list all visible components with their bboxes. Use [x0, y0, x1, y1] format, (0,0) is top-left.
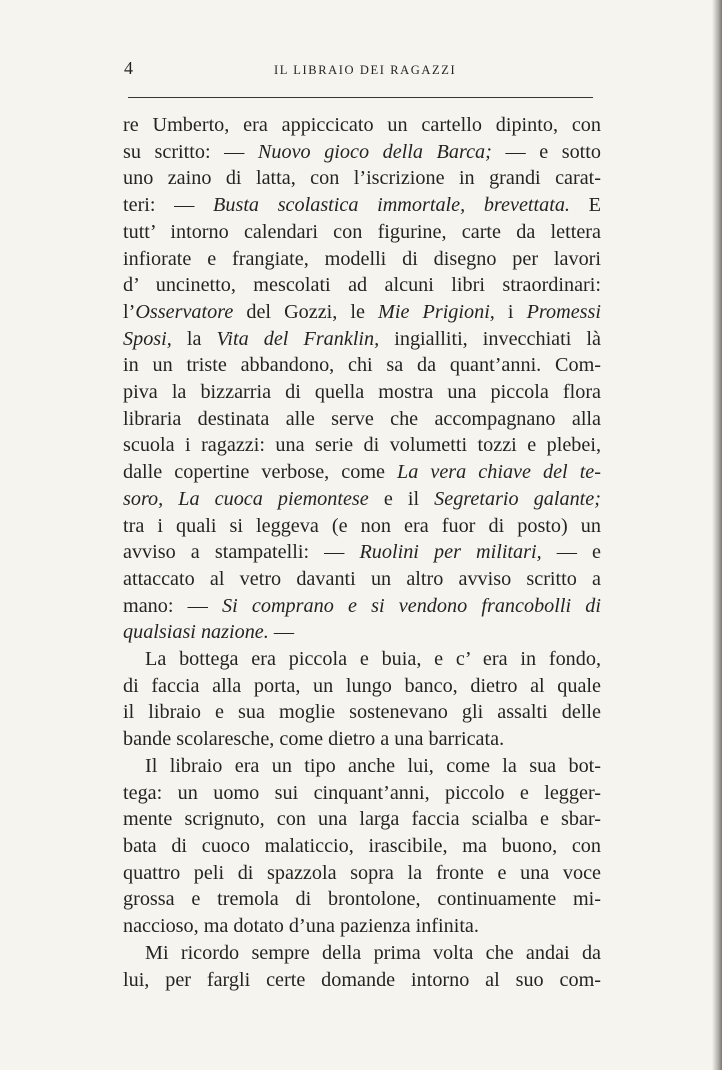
- text-line: [123, 940, 601, 967]
- text-run: tra i quali si leggeva (e non era fuor di posto) un: [123, 514, 601, 537]
- paragraph: [123, 940, 601, 993]
- text-line: [123, 165, 601, 192]
- italic-title: Promessi: [526, 300, 601, 323]
- text-run: La bottega era piccola e buia, e c’ era in fondo,: [145, 648, 601, 671]
- italic-title: Segretario galante;: [434, 487, 601, 510]
- text-run: il libraio e sua moglie sostenevano gli assalti delle: [123, 701, 601, 724]
- page-number: 4: [124, 58, 133, 78]
- text-line: [123, 352, 601, 379]
- text-run: Il libraio era un tipo anche lui, come la sua bot-: [145, 754, 601, 777]
- text-line: [123, 219, 601, 246]
- italic-title: Ruolini per militari,: [359, 541, 542, 564]
- text-run: mano: —: [123, 594, 223, 617]
- italic-title: Sposi,: [123, 327, 172, 350]
- italic-title: Osservatore: [135, 300, 234, 323]
- text-run: infiorate e frangiate, modelli di disegno per lavori: [123, 247, 601, 270]
- text-line: [123, 753, 601, 780]
- text-line: [123, 913, 601, 940]
- text-line: [123, 833, 601, 860]
- italic-title: Si comprano e si vendono francobolli di: [222, 594, 601, 617]
- page-edge-shadow: [712, 0, 722, 1070]
- text-run: naccioso, ma dotato d’una pazienza infinita.: [123, 915, 479, 938]
- text-run: re Umberto, era appiccicato un cartello dipinto, con: [123, 114, 601, 136]
- page-header: [124, 56, 594, 86]
- text-line: [123, 886, 601, 913]
- text-run: piva la bizzarria di quella mostra una piccola flora: [123, 381, 601, 404]
- body-text: [123, 112, 601, 993]
- text-run: del Gozzi, le: [233, 300, 379, 323]
- header-rule: [128, 97, 593, 98]
- italic-title: Busta scolastica immortale, brevettata.: [213, 194, 570, 217]
- text-run: e il: [368, 487, 435, 510]
- text-line: [123, 486, 601, 513]
- text-line: [123, 139, 601, 166]
- text-line: [123, 513, 601, 540]
- text-run: grossa e tremola di brontolone, continuamente mi-: [123, 888, 601, 911]
- paragraph: [123, 646, 601, 753]
- text-run: Mi ricordo sempre della prima volta che andai da: [145, 941, 601, 964]
- text-run: in un triste abbandono, chi sa da quant’anni. Com-: [123, 354, 601, 377]
- text-line: [123, 566, 601, 593]
- text-run: su scritto: —: [123, 140, 258, 163]
- text-line: [123, 967, 601, 994]
- text-run: scuola i ragazzi: una serie di volumetti tozzi e plebei,: [123, 434, 601, 457]
- text-run: dalle copertine verbose, come: [123, 461, 398, 484]
- running-title: IL LIBRAIO DEI RAGAZZI: [274, 63, 457, 77]
- italic-title: soro, La cuoca piemontese: [123, 487, 369, 510]
- text-line: [123, 112, 601, 139]
- text-run: ingialliti, invecchiati là: [379, 327, 601, 350]
- text-line: [123, 192, 601, 219]
- text-line: [123, 806, 601, 833]
- text-run: avviso a stampatelli: —: [123, 541, 360, 564]
- text-run: — e: [541, 541, 602, 564]
- text-run: tutt’ intorno calendari con figurine, carte da lettera: [123, 220, 601, 243]
- text-line: [123, 593, 601, 620]
- text-run: mente scrignuto, con una larga faccia scialba e sbar-: [123, 808, 601, 831]
- text-run: teri: —: [123, 194, 214, 217]
- text-run: l’: [123, 300, 136, 323]
- text-line: [123, 673, 601, 700]
- text-run: i: [494, 300, 527, 323]
- text-run: E: [569, 194, 601, 217]
- text-line: [123, 646, 601, 673]
- text-line: [123, 246, 601, 273]
- italic-title: Nuovo gioco della Barca;: [257, 140, 492, 163]
- paragraph: [123, 112, 601, 646]
- text-line: [123, 432, 601, 459]
- text-run: —: [268, 621, 295, 644]
- text-run: tega: un uomo sui cinquant’anni, piccolo e legger-: [123, 781, 601, 804]
- text-run: lui, per fargli certe domande intorno al suo com-: [123, 968, 601, 991]
- text-line: [123, 459, 601, 486]
- text-run: quattro peli di spazzola sopra la fronte e una voce: [123, 861, 601, 884]
- text-line: [123, 379, 601, 406]
- italic-title: Vita del Franklin,: [216, 327, 380, 350]
- paragraph: [123, 753, 601, 940]
- text-run: bande scolaresche, come dietro a una barricata.: [123, 728, 505, 751]
- text-run: di faccia alla porta, un lungo banco, dietro al quale: [123, 674, 601, 697]
- text-line: [123, 726, 601, 753]
- text-line: [123, 539, 601, 566]
- text-run: uno zaino di latta, con l’iscrizione in grandi carat-: [123, 167, 601, 190]
- text-line: [123, 860, 601, 887]
- text-line: [123, 406, 601, 433]
- text-line: [123, 272, 601, 299]
- text-line: [123, 699, 601, 726]
- text-run: libraria destinata alle serve che accompagnano alla: [123, 407, 601, 430]
- text-run: bata di cuoco malaticcio, irascibile, ma buono, con: [123, 834, 601, 857]
- text-line: [123, 780, 601, 807]
- text-line: [123, 299, 601, 326]
- italic-title: Mie Prigioni,: [378, 300, 495, 323]
- text-run: la: [171, 327, 217, 350]
- italic-title: qualsiasi nazione.: [123, 621, 269, 644]
- text-run: attaccato al vetro davanti un altro avviso scritto a: [123, 567, 601, 590]
- text-run: — e sotto: [491, 140, 601, 163]
- text-run: d’ uncinetto, mescolati ad alcuni libri straordinari:: [123, 274, 601, 297]
- italic-title: La vera chiave del te-: [397, 461, 601, 484]
- text-line: [123, 619, 601, 646]
- text-line: [123, 326, 601, 353]
